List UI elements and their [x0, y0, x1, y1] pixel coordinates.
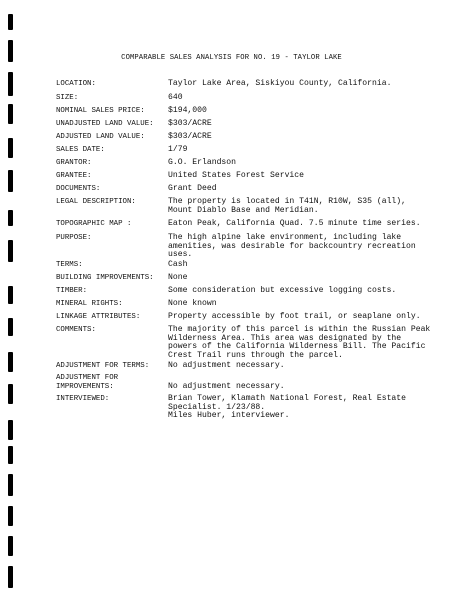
field-value: United States Forest Service — [168, 171, 304, 180]
binder-punch-mark — [8, 104, 13, 124]
binder-punch-mark — [8, 240, 13, 262]
binder-punch-mark — [8, 286, 13, 304]
binder-punch-mark — [8, 474, 13, 496]
field-value: Property accessible by foot trail, or seaplane only. — [168, 312, 421, 321]
field-value: Eaton Peak, California Quad. 7.5 minute time series. — [168, 219, 421, 228]
binder-punch-mark — [8, 318, 13, 336]
field-value: None known — [168, 299, 217, 308]
field-label: MINERAL RIGHTS: — [56, 300, 123, 308]
field-label: ADJUSTMENT FOR TERMS: — [56, 362, 150, 370]
field-label: TERMS: — [56, 261, 83, 269]
binder-punch-mark — [8, 14, 13, 30]
field-label: BUILDING IMPROVEMENTS: — [56, 274, 154, 282]
field-label: TIMBER: — [56, 287, 88, 295]
page-title: COMPARABLE SALES ANALYSIS FOR NO. 19 - TAYLOR LAKE — [121, 54, 342, 62]
binder-punch-mark — [8, 420, 13, 440]
binder-punch-mark — [8, 566, 13, 588]
field-value: The high alpine lake environment, including lake amenities, was desirable for backcountry recreation uses. — [168, 233, 416, 260]
field-value: Cash — [168, 260, 188, 269]
field-label: LINKAGE ATTRIBUTES: — [56, 313, 141, 321]
field-value: $303/ACRE — [168, 132, 212, 141]
field-value: 1/79 — [168, 145, 188, 154]
binder-punch-mark — [8, 384, 13, 404]
field-label: INTERVIEWED: — [56, 395, 110, 403]
field-value: Some consideration but excessive logging costs. — [168, 286, 397, 295]
binder-punch-mark — [8, 536, 13, 556]
binder-punch-mark — [8, 506, 13, 526]
binder-punch-mark — [8, 72, 13, 96]
field-label: ADJUSTED LAND VALUE: — [56, 133, 145, 141]
field-label: GRANTOR: — [56, 159, 92, 167]
field-label: NOMINAL SALES PRICE: — [56, 107, 145, 115]
field-label: UNADJUSTED LAND VALUE: — [56, 120, 154, 128]
binder-punch-mark — [8, 352, 13, 372]
binder-punch-mark — [8, 138, 13, 158]
field-label: ADJUSTMENT FOR IMPROVEMENTS: — [56, 374, 119, 391]
binder-punch-mark — [8, 210, 13, 226]
field-value: No adjustment necessary. — [168, 382, 285, 391]
field-label: DOCUMENTS: — [56, 185, 101, 193]
field-value: $194,000 — [168, 106, 207, 115]
field-value: The majority of this parcel is within the Russian Peak Wilderness Area. This area was designated by the powers of the California Wilderness Bill. The Pacific Crest Trail runs through the parcel. — [168, 325, 431, 360]
binder-punch-mark — [8, 446, 13, 464]
field-label: TOPOGRAPHIC MAP : — [56, 220, 132, 228]
field-label: LOCATION: — [56, 80, 96, 88]
field-value: $303/ACRE — [168, 119, 212, 128]
field-value: Brian Tower, Klamath National Forest, Real Estate Specialist. 1/23/88. Miles Huber, interviewer. — [168, 394, 406, 421]
field-label: SIZE: — [56, 94, 79, 102]
field-value: Taylor Lake Area, Siskiyou County, California. — [168, 79, 392, 88]
field-value: 640 — [168, 93, 183, 102]
field-label: COMMENTS: — [56, 326, 96, 334]
field-label: GRANTEE: — [56, 172, 92, 180]
field-value: No adjustment necessary. — [168, 361, 285, 370]
field-value: G.O. Erlandson — [168, 158, 236, 167]
field-label: PURPOSE: — [56, 234, 92, 242]
field-value: Grant Deed — [168, 184, 217, 193]
field-value: The property is located in T41N, R10W, S35 (all), Mount Diablo Base and Meridian. — [168, 197, 406, 215]
field-label: LEGAL DESCRIPTION: — [56, 198, 136, 206]
binder-punch-mark — [8, 170, 13, 192]
field-value: None — [168, 273, 188, 282]
field-label: SALES DATE: — [56, 146, 105, 154]
